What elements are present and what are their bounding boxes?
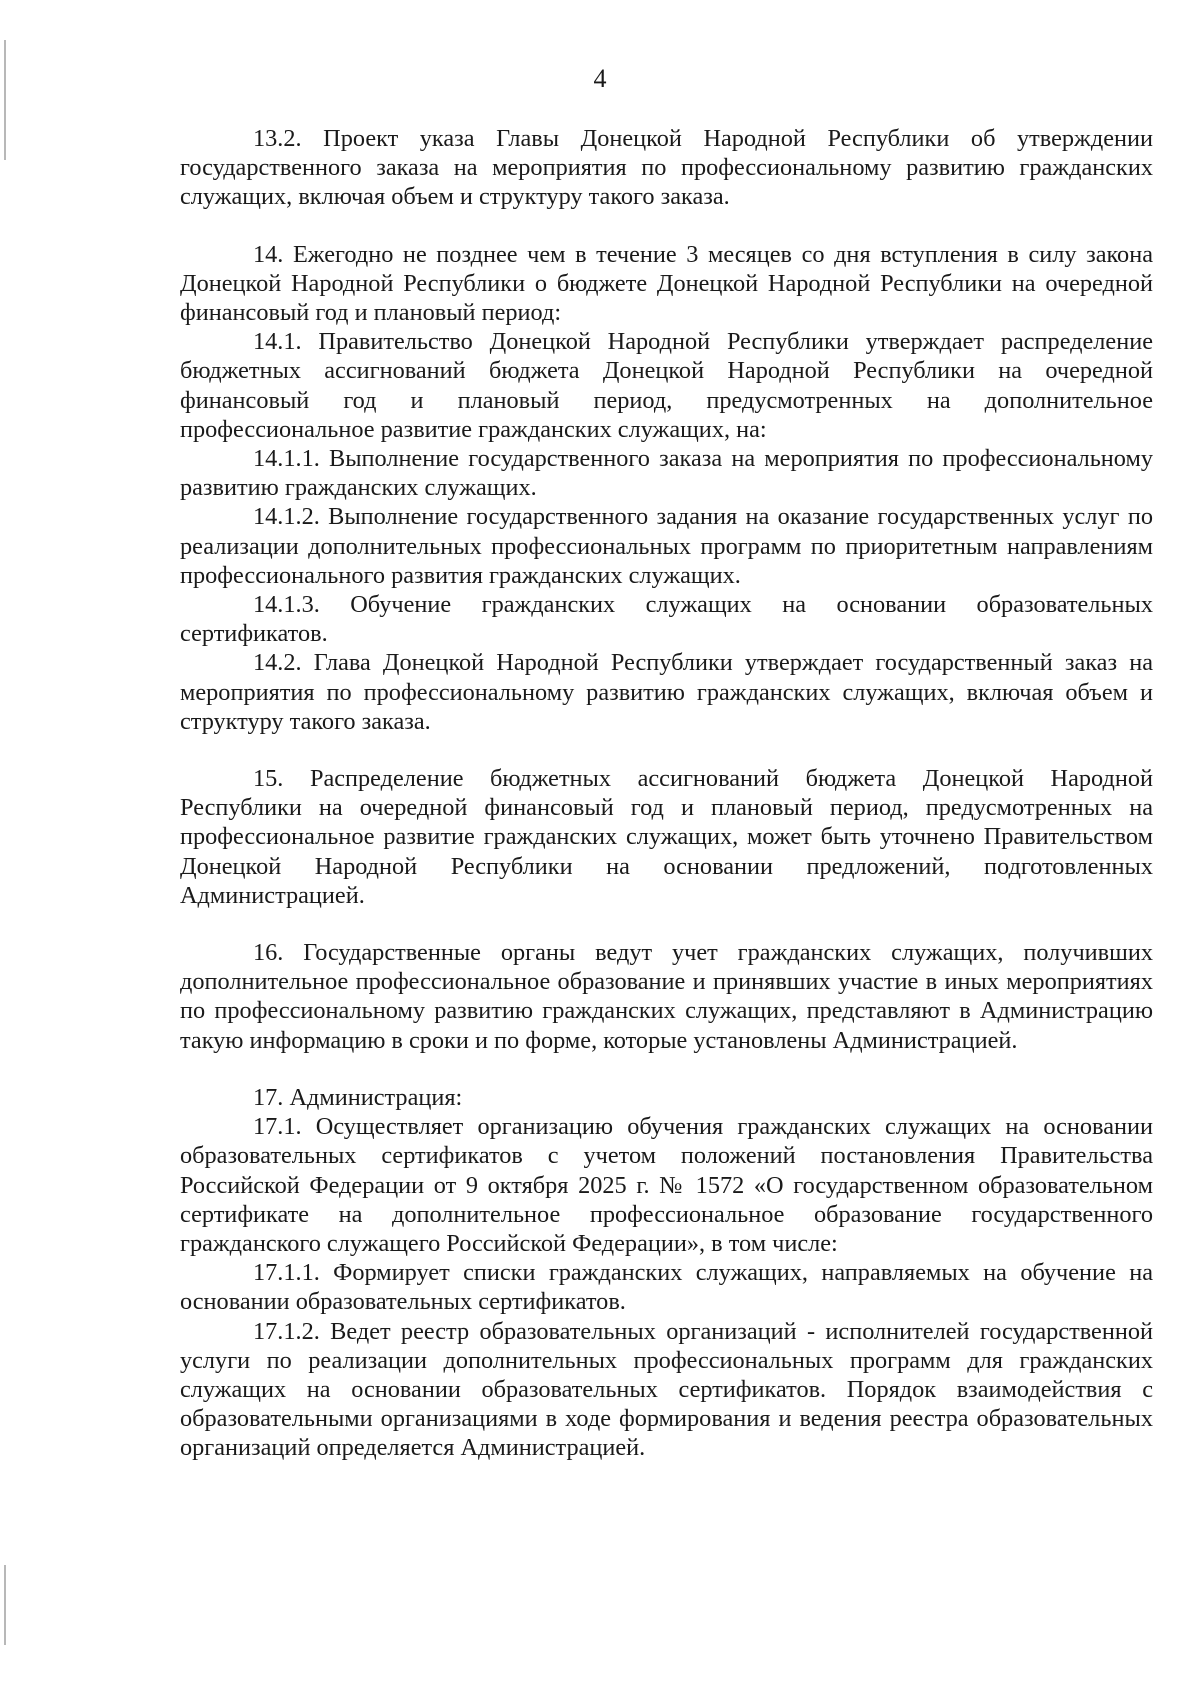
paragraph-14-1-1: 14.1.1. Выполнение государственного заказа на мероприятия по профессиональному развитию гражданских служащих. — [180, 445, 1153, 502]
paragraph-14-1-2: 14.1.2. Выполнение государственного задания на оказание государственных услуг по реализации дополнительных профессиональных программ по приоритетным направлениям профессионального развития гражданских служащих. — [180, 503, 1153, 589]
paragraph-14-1-3: 14.1.3. Обучение гражданских служащих на основании образовательных сертификатов. — [180, 591, 1153, 648]
paragraph-15: 15. Распределение бюджетных ассигнований бюджета Донецкой Народной Республики на очередной финансовый год и плановый период, предусмотренных на профессиональное развитие гражданских служащих, может быть уточнено Правительством Донецкой Народной Республики на основании предложений, подготовленных Администрацией. — [180, 765, 1153, 909]
paragraph-17-1: 17.1. Осуществляет организацию обучения гражданских служащих на основании образовательных сертификатов с учетом положений постановления Правительства Российской Федерации от 9 октября 2025 г. № 1572 «О государственном образовательном сертификате на дополнительное профессиональное образование государственного гражданского служащего Российской Федерации», в том числе: — [180, 1113, 1153, 1257]
document-body — [180, 124, 1153, 1463]
paragraph-14-1: 14.1. Правительство Донецкой Народной Республики утверждает распределение бюджетных ассигнований бюджета Донецкой Народной Республики на очередной финансовый год и плановый период, предусмотренных на дополнительное профессиональное развитие гражданских служащих, на: — [180, 328, 1153, 443]
paragraph-14: 14. Ежегодно не позднее чем в течение 3 месяцев со дня вступления в силу закона Донецкой Народной Республики о бюджете Донецкой Народной Республики на очередной финансовый год и плановый период: — [180, 240, 1153, 327]
paragraph-14-2: 14.2. Глава Донецкой Народной Республики утверждает государственный заказ на мероприятия по профессиональному развитию гражданских служащих, включая объем и структуру такого заказа. — [180, 649, 1153, 735]
paragraph-13-2: 13.2. Проект указа Главы Донецкой Народной Республики об утверждении государственного заказа на мероприятия по профессиональному развитию гражданских служащих, включая объем и структуру такого заказа. — [180, 125, 1153, 211]
scan-edge-mark — [4, 1565, 6, 1645]
page-number: 4 — [593, 64, 607, 93]
scan-edge-mark — [4, 40, 6, 160]
paragraph-17-1-1: 17.1.1. Формирует списки гражданских служащих, направляемых на обучение на основании образовательных сертификатов. — [180, 1259, 1153, 1316]
paragraph-17-1-2: 17.1.2. Ведет реестр образовательных организаций - исполнителей государственной услуги по реализации дополнительных профессиональных программ для гражданских служащих на основании образовательных сертификатов. Порядок взаимодействия с образовательными организациями в ходе формирования и ведения реестра образовательных организаций определяется Администрацией. — [180, 1317, 1153, 1462]
paragraph-16: 16. Государственные органы ведут учет гражданских служащих, получивших дополнительное профессиональное образование и принявших участие в иных мероприятиях по профессиональному развитию гражданских служащих, представляют в Администрацию такую информацию в сроки и по форме, которые установлены Администрацией. — [180, 939, 1153, 1054]
paragraph-17: 17. Администрация: — [253, 1083, 463, 1111]
